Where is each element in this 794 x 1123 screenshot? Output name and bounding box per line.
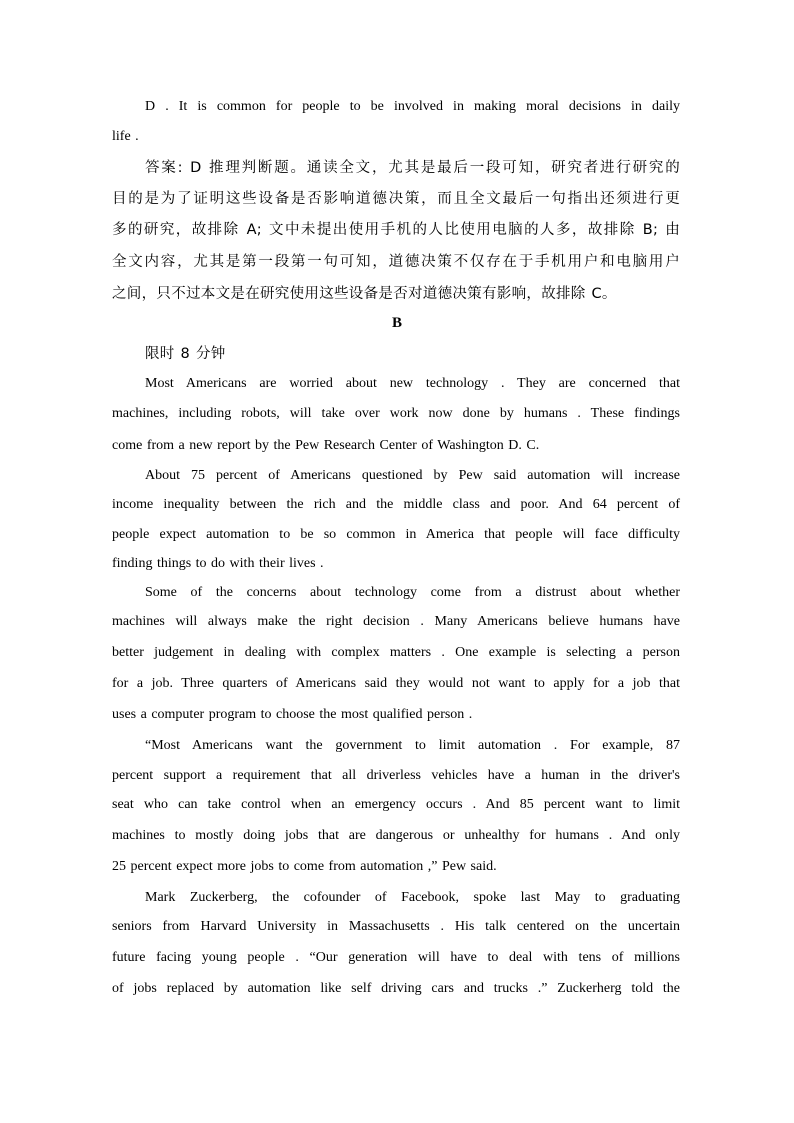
answer-line-4: 全文内容，尤其是第一段第一句可知，道德决策不仅存在于手机用户和电脑用户	[112, 254, 680, 270]
paragraph-1-line: come from a new report by the Pew Research Center of Washington D. C.	[112, 438, 540, 453]
paragraph-5-line: seniors from Harvard University in Massachusetts . His talk centered on the uncertain	[112, 919, 680, 934]
option-d-line-2: life .	[112, 129, 139, 144]
paragraph-2-line: About 75 percent of Americans questioned by Pew said automation will increase	[145, 468, 680, 483]
answer-line-3: 多的研究，故排除 A; 文中未提出使用手机的人比使用电脑的人多，故排除 B; 由	[112, 222, 680, 238]
paragraph-5-line: of jobs replaced by automation like self driving cars and trucks .” Zuckerherg told the	[112, 981, 680, 996]
answer-line-5: 之间，只不过本文是在研究使用这些设备是否对道德决策有影响，故排除 C。	[112, 286, 617, 302]
paragraph-4-line: “Most Americans want the government to limit automation . For example, 87	[145, 738, 680, 753]
paragraph-2-line: people expect automation to be so common in America that people will face difficulty	[112, 527, 680, 542]
answer-line-2: 目的是为了证明这些设备是否影响道德决策，而且全文最后一句指出还须进行更	[112, 191, 680, 207]
answer-line-1: 答案: D 推理判断题。通读全文，尤其是最后一段可知，研究者进行研究的	[145, 160, 680, 176]
paragraph-5-line: future facing young people . “Our generation will have to deal with tens of millions	[112, 950, 680, 965]
paragraph-4-line: percent support a requirement that all driverless vehicles have a human in the driver's	[112, 768, 680, 783]
paragraph-3-line: Some of the concerns about technology come from a distrust about whether	[145, 585, 680, 600]
section-title: B	[391, 315, 402, 331]
paragraph-3-line: uses a computer program to choose the most qualified person .	[112, 707, 473, 722]
paragraph-3-line: for a job. Three quarters of Americans said they would not want to apply for a job that	[112, 676, 680, 691]
paragraph-2-line: finding things to do with their lives .	[112, 556, 324, 571]
paragraph-1-line: machines, including robots, will take over work now done by humans . These findings	[112, 406, 680, 421]
paragraph-5-line: Mark Zuckerberg, the cofounder of Facebook, spoke last May to graduating	[145, 890, 680, 905]
paragraph-3-line: machines will always make the right decision . Many Americans believe humans have	[112, 614, 680, 629]
paragraph-3-line: better judgement in dealing with complex matters . One example is selecting a person	[112, 645, 680, 660]
time-limit: 限时 8 分钟	[145, 346, 226, 362]
option-d-line-1: D . It is common for people to be involved in making moral decisions in daily	[145, 99, 680, 114]
paragraph-4-line: machines to mostly doing jobs that are dangerous or unhealthy for humans . And only	[112, 828, 680, 843]
paragraph-4-line: seat who can take control when an emergency occurs . And 85 percent want to limit	[112, 797, 680, 812]
paragraph-4-line: 25 percent expect more jobs to come from automation ,” Pew said.	[112, 859, 497, 874]
paragraph-1-line: Most Americans are worried about new technology . They are concerned that	[145, 376, 680, 391]
paragraph-2-line: income inequality between the rich and the middle class and poor. And 64 percent of	[112, 497, 680, 512]
